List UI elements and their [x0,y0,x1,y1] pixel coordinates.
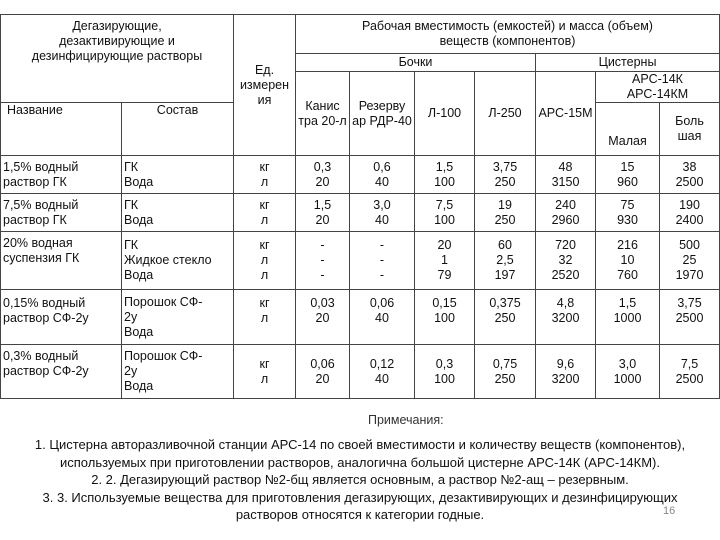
row-value: 7,5 100 [415,194,475,232]
l250-header: Л-250 [475,72,536,156]
row-name: 20% водная суспензия ГК [1,232,122,290]
ars15m-header: АРС-15М [536,72,596,156]
row-value: 500 25 1970 [660,232,720,290]
large-header: Боль шая [660,103,720,156]
table-row [1,232,720,290]
barrels-header: Бочки [296,54,536,72]
table-title: Дегазирующие, дезактивирующие и дезинфицирующие растворы [1,15,234,103]
row-unit: кг л [234,194,296,232]
l100-header: Л-100 [415,72,475,156]
composition-header: Состав [122,103,234,156]
row-value: 216 10 760 [596,232,660,290]
row-unit: кг л [234,345,296,399]
capacity-header: Рабочая вместимость (емкостей) и масса (объем) веществ (компонентов) [296,15,720,54]
table-row [1,290,720,345]
tankers-header: Цистерны [536,54,720,72]
row-value: 60 2,5 197 [475,232,536,290]
note-line: 2. 2. Дегазирующий раствор №2-бщ является основным, а раствор №2-ащ – резервным. [91,472,629,487]
unit-header: Ед. измерен ия [234,15,296,156]
row-name: 7,5% водный раствор ГК [1,194,122,232]
note-line: используемых при приготовлении растворов, аналогична большой цистерне АРС-14К (АРС-14КМ). [59,454,661,470]
ars14k-header: АРС-14К АРС-14КМ [596,72,720,103]
row-value: 0,6 40 [350,156,415,194]
small-header: Малая [596,103,660,156]
row-name: 0,3% водный раствор СФ-2у [1,345,122,399]
note-line: 3. 3. Используемые вещества для приготовления дегазирующих, дезактивирующих и дезинфицирующих [42,489,678,505]
note-line: 1. Цистерна авторазливочной станции АРС-14 по своей вместимости и количеству веществ (компонентов), [34,437,686,452]
row-value: 240 2960 [536,194,596,232]
row-value: - - - [296,232,350,290]
row-value: 0,3 100 [415,345,475,399]
notes-heading: Примечания: [368,413,444,427]
table-row [1,194,720,232]
row-value: 0,03 20 [296,290,350,345]
row-value: 0,06 40 [350,290,415,345]
row-value: 75 930 [596,194,660,232]
row-unit: кг л [234,156,296,194]
row-unit: кг л [234,290,296,345]
row-value: 9,6 3200 [536,345,596,399]
row-value: 0,06 20 [296,345,350,399]
notes [0,436,720,524]
row-composition: ГК Вода [122,194,234,232]
row-value: 3,0 40 [350,194,415,232]
row-value: 7,5 2500 [660,345,720,399]
row-composition: Порошок СФ- 2у Вода [122,290,234,345]
row-value: 0,3 20 [296,156,350,194]
row-composition: ГК Жидкое стекло Вода [122,232,234,290]
canister-header: Канис тра 20-л [296,72,350,156]
row-value: 38 2500 [660,156,720,194]
reserve-header: Резерву ар РДР-40 [350,72,415,156]
row-name: 0,15% водный раствор СФ-2у [1,290,122,345]
row-value: 1,5 1000 [596,290,660,345]
row-value: 48 3150 [536,156,596,194]
name-header: Название [1,103,122,156]
row-value: 15 960 [596,156,660,194]
table-row [1,156,720,194]
row-value: 20 1 79 [415,232,475,290]
row-value: 1,5 100 [415,156,475,194]
row-value: 3,75 2500 [660,290,720,345]
row-value: 3,0 1000 [596,345,660,399]
row-value: 19 250 [475,194,536,232]
row-value: 190 2400 [660,194,720,232]
row-value: 1,5 20 [296,194,350,232]
row-unit: кг л л [234,232,296,290]
row-value: 0,75 250 [475,345,536,399]
row-value: 0,375 250 [475,290,536,345]
row-value: 0,12 40 [350,345,415,399]
row-value: 4,8 3200 [536,290,596,345]
row-composition: Порошок СФ- 2у Вода [122,345,234,399]
row-name: 1,5% водный раствор ГК [1,156,122,194]
row-composition: ГК Вода [122,156,234,194]
row-value: 3,75 250 [475,156,536,194]
row-value: 0,15 100 [415,290,475,345]
solutions-table [0,14,720,399]
table-row [1,345,720,399]
note-line: растворов относятся к категории годные. [235,507,485,522]
row-value: 720 32 2520 [536,232,596,290]
page-number: 16 [663,505,676,517]
row-value: - - - [350,232,415,290]
